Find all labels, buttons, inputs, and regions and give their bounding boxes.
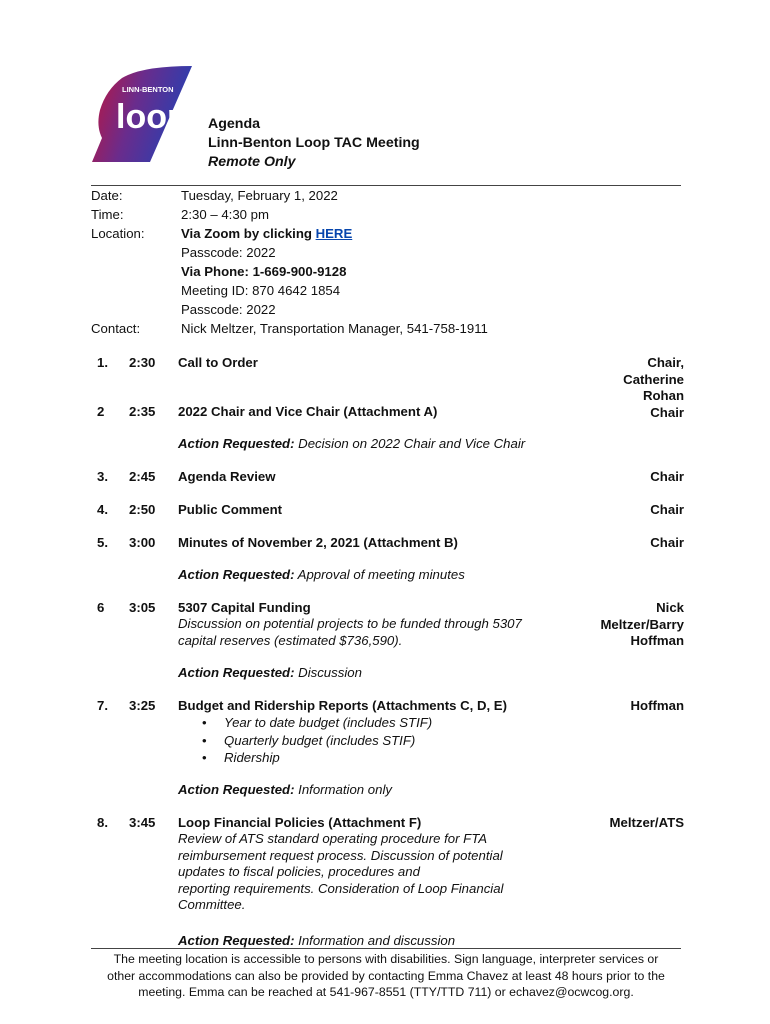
item-6-presenter xyxy=(600,600,684,650)
item-7-bullets xyxy=(178,714,432,767)
item-7-title: Budget and Ridership Reports (Attachments C, D, E) xyxy=(178,698,507,713)
header-remote-only: Remote Only xyxy=(208,154,296,170)
item-6-title: 5307 Capital Funding xyxy=(178,600,311,615)
description-line: Committee. xyxy=(178,897,246,912)
item-6-description xyxy=(178,616,558,649)
item-1-number: 1. xyxy=(97,355,108,370)
description-line: Discussion on potential projects to be funded through 5307 xyxy=(178,616,522,631)
action-text: Information only xyxy=(294,782,392,797)
item-7-number: 7. xyxy=(97,698,108,713)
linn-benton-loop-logo xyxy=(92,66,196,162)
item-7-time: 3:25 xyxy=(129,698,156,713)
presenter-line: Meltzer/Barry xyxy=(600,616,684,632)
presenter-line: Rohan xyxy=(642,388,684,403)
item-5-number: 5. xyxy=(97,535,108,550)
item-4-number: 4. xyxy=(97,502,108,517)
bullet-text: Ridership xyxy=(224,750,280,765)
date-value: Tuesday, February 1, 2022 xyxy=(181,188,338,203)
phone-passcode: Passcode: 2022 xyxy=(181,302,276,317)
bullet-icon: • xyxy=(202,732,207,748)
presenter-line: Chair, xyxy=(647,355,684,370)
logo-word: loop xyxy=(116,98,188,136)
item-1-presenter xyxy=(623,355,684,421)
bullet-text: Year to date budget (includes STIF) xyxy=(224,715,433,730)
header-agenda: Agenda xyxy=(208,116,261,132)
bullet-icon: • xyxy=(202,715,207,730)
action-label: Action Requested: xyxy=(178,567,295,582)
item-8-action xyxy=(178,933,455,948)
item-5-presenter: Chair xyxy=(650,535,684,550)
presenter-line: Chair xyxy=(650,404,684,420)
item-8-description xyxy=(178,831,558,914)
item-2-title: 2022 Chair and Vice Chair (Attachment A) xyxy=(178,404,438,419)
presenter-line: Catherine xyxy=(623,371,684,387)
action-label: Action Requested: xyxy=(178,665,295,680)
description-line: Review of ATS standard operating procedure for FTA xyxy=(178,831,488,846)
action-label: Action Requested: xyxy=(178,933,295,948)
item-2-number: 2 xyxy=(97,404,105,419)
date-label: Date: xyxy=(91,188,123,203)
bullet-text: Quarterly budget (includes STIF) xyxy=(224,732,416,748)
bullet-item xyxy=(178,714,432,732)
item-3-title: Agenda Review xyxy=(178,469,276,484)
action-text: Information and discussion xyxy=(294,933,456,948)
accessibility-footer xyxy=(86,951,686,1001)
item-7-action xyxy=(178,782,392,797)
item-7-presenter: Hoffman xyxy=(630,698,684,713)
zoom-line xyxy=(181,226,352,241)
time-label: Time: xyxy=(91,207,124,222)
item-6-action xyxy=(178,665,362,680)
bullet-icon: • xyxy=(202,750,207,765)
item-8-title: Loop Financial Policies (Attachment F) xyxy=(178,815,422,830)
action-label: Action Requested: xyxy=(178,436,295,451)
presenter-line: Hoffman xyxy=(630,633,684,648)
item-8-number: 8. xyxy=(97,815,108,830)
item-2-time: 2:35 xyxy=(129,404,156,419)
phone-line: Via Phone: 1-669-900-9128 xyxy=(181,264,347,279)
item-4-time: 2:50 xyxy=(129,502,156,517)
item-2-action xyxy=(178,436,525,451)
logo-small-text: LINN-BENTON xyxy=(122,85,174,94)
agenda-header xyxy=(208,115,420,172)
contact-label: Contact: xyxy=(91,321,141,336)
item-1-time: 2:30 xyxy=(129,355,156,370)
item-5-title: Minutes of November 2, 2021 (Attachment B) xyxy=(178,535,458,550)
zoom-prefix: Via Zoom by clicking xyxy=(181,226,316,241)
item-3-presenter: Chair xyxy=(650,469,684,484)
action-text: Discussion xyxy=(294,665,362,680)
description-line: updates to fiscal policies, procedures and xyxy=(178,864,420,879)
item-8-presenter: Meltzer/ATS xyxy=(609,815,684,830)
footer-divider xyxy=(91,948,681,949)
zoom-link[interactable]: HERE xyxy=(315,226,353,241)
action-text: Decision on 2022 Chair and Vice Chair xyxy=(294,436,526,451)
item-5-time: 3:00 xyxy=(129,535,156,550)
action-text: Approval of meeting minutes xyxy=(294,567,465,582)
item-6-time: 3:05 xyxy=(129,600,156,615)
item-1-title: Call to Order xyxy=(178,355,258,370)
description-line: reimbursement request process. Discussion of potential xyxy=(178,847,503,863)
zoom-passcode: Passcode: 2022 xyxy=(181,245,276,260)
time-value: 2:30 – 4:30 pm xyxy=(181,207,269,222)
description-line: reporting requirements. Consideration of Loop Financial xyxy=(178,880,504,896)
footer-line: The meeting location is accessible to persons with disabilities. Sign language, interpreter services or xyxy=(113,952,659,966)
footer-line: meeting. Emma can be reached at 541-967-8551 (TTY/TTD 711) or echavez@ocwcog.org. xyxy=(138,985,634,999)
meeting-id: Meeting ID: 870 4642 1854 xyxy=(181,283,341,298)
header-divider xyxy=(91,185,681,186)
item-5-action xyxy=(178,567,465,582)
item-3-number: 3. xyxy=(97,469,108,484)
item-4-presenter: Chair xyxy=(650,502,684,517)
header-meeting-name: Linn-Benton Loop TAC Meeting xyxy=(208,135,420,151)
bullet-item xyxy=(178,732,432,750)
bullet-item xyxy=(178,749,432,767)
item-8-time: 3:45 xyxy=(129,815,156,830)
action-label: Action Requested: xyxy=(178,782,295,797)
item-3-time: 2:45 xyxy=(129,469,156,484)
location-label: Location: xyxy=(91,226,145,241)
description-line: capital reserves (estimated $736,590). xyxy=(178,632,403,648)
item-4-title: Public Comment xyxy=(178,502,283,517)
item-6-number: 6 xyxy=(97,600,105,615)
contact-value: Nick Meltzer, Transportation Manager, 541-758-1911 xyxy=(181,321,488,336)
footer-line: other accommodations can also be provided by contacting Emma Chavez at least 48 hours prior to the xyxy=(107,968,665,983)
presenter-line: Nick xyxy=(656,600,684,615)
